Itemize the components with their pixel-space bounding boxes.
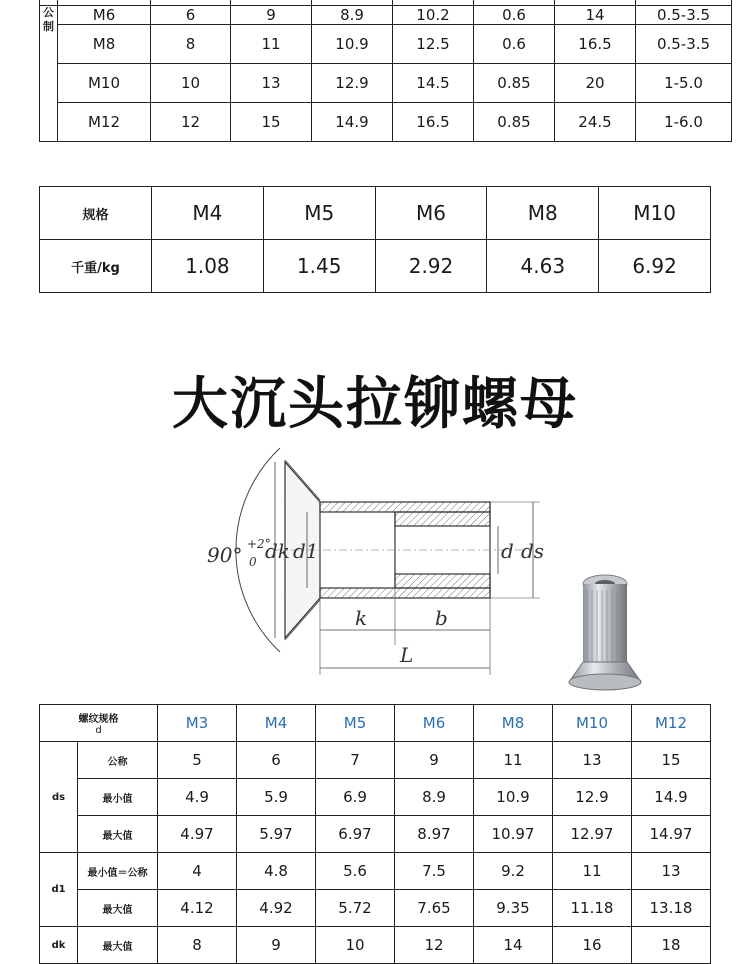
value-cell: 9.35 [474,890,553,927]
value-cell: 15 [231,103,312,142]
ds-label: ds [521,539,545,563]
value-cell: 1-5.0 [636,64,732,103]
value-cell: 8.97 [395,816,474,853]
size-header: M5 [316,705,395,742]
value-cell: 9 [395,742,474,779]
group-label: dk [40,927,78,964]
spec-cell: M12 [58,103,151,142]
value-cell: 5.6 [316,853,395,890]
value-cell: 0.6 [474,25,555,64]
value-cell: 11 [474,742,553,779]
weight-table [39,186,711,293]
value-cell: 14 [555,6,636,25]
value-cell: 18 [632,927,711,964]
value-cell: 4.9 [158,779,237,816]
row-label: 最小值＝公称 [78,853,158,890]
value-cell: 8 [151,25,231,64]
spec-cell: M6 [58,6,151,25]
spec-cell: M10 [599,187,711,240]
row-label: 千重/kg [40,240,152,293]
b-label: b [435,606,448,630]
table-row [40,705,711,742]
row-label: 最大值 [78,927,158,964]
value-cell: 4.12 [158,890,237,927]
table-row [40,890,711,927]
group-label: d1 [40,853,78,927]
header-label [40,705,158,742]
size-header: M6 [395,705,474,742]
table-row [40,779,711,816]
spec-cell: M4 [152,187,264,240]
value-cell: 16 [553,927,632,964]
value-cell: 10.2 [393,6,474,25]
header-label-line2: d [95,725,102,736]
angle-tol-upper: +2° [247,537,271,551]
value-cell: 0.6 [474,6,555,25]
value-cell: 10.97 [474,816,553,853]
table-row [40,6,732,25]
value-cell: 14.9 [312,103,393,142]
value-cell: 2.92 [375,240,487,293]
value-cell: 0.5-3.5 [636,25,732,64]
value-cell: 7.5 [395,853,474,890]
dk-label: dk [265,539,290,563]
value-cell: 11.18 [553,890,632,927]
spec-cell: M10 [58,64,151,103]
value-cell: 6.97 [316,816,395,853]
row-label: 最小值 [78,779,158,816]
value-cell: 6 [237,742,316,779]
value-cell: 14.9 [632,779,711,816]
value-cell: 5.97 [237,816,316,853]
spec-cell: M8 [58,25,151,64]
size-header: M3 [158,705,237,742]
value-cell: 0.85 [474,103,555,142]
value-cell: 14.97 [632,816,711,853]
page-title: 大沉头拉铆螺母 [172,372,578,437]
row-label: 最大值 [78,816,158,853]
row-label: 最大值 [78,890,158,927]
value-cell: 12.9 [312,64,393,103]
value-cell: 16.5 [393,103,474,142]
value-cell: 6.92 [599,240,711,293]
value-cell: 14 [474,927,553,964]
value-cell: 14.5 [393,64,474,103]
L-label: L [400,643,414,667]
value-cell: 13 [231,64,312,103]
value-cell: 12.5 [393,25,474,64]
value-cell: 24.5 [555,103,636,142]
value-cell: 8 [158,927,237,964]
value-cell: 9 [237,927,316,964]
value-cell: 1.45 [263,240,375,293]
product-photo [565,570,645,695]
value-cell: 10 [316,927,395,964]
k-label: k [355,606,368,630]
value-cell: 12 [395,927,474,964]
value-cell: 10 [151,64,231,103]
value-cell: 4.63 [487,240,599,293]
value-cell: 5.9 [237,779,316,816]
value-cell: 13 [632,853,711,890]
size-header: M10 [553,705,632,742]
size-header: M12 [632,705,711,742]
value-cell: 4.8 [237,853,316,890]
spec-table-top [39,0,732,142]
size-header: M8 [474,705,553,742]
value-cell: 11 [231,25,312,64]
value-cell: 6.9 [316,779,395,816]
value-cell: 13 [553,742,632,779]
value-cell: 1-6.0 [636,103,732,142]
value-cell: 8.9 [395,779,474,816]
spec-cell: M5 [263,187,375,240]
value-cell: 16.5 [555,25,636,64]
spec-cell: M8 [487,187,599,240]
spec-cell: M6 [375,187,487,240]
value-cell: 10.9 [474,779,553,816]
value-cell: 9 [231,6,312,25]
value-cell: 5.72 [316,890,395,927]
group-label: ds [40,742,78,853]
d-label: d [501,539,514,563]
value-cell: 4 [158,853,237,890]
angle-label: 90° [207,543,243,567]
value-cell: 12 [151,103,231,142]
value-cell: 6 [151,6,231,25]
value-cell: 13.18 [632,890,711,927]
value-cell: 7 [316,742,395,779]
d1-label: d1 [293,539,319,563]
row-label: 公称 [78,742,158,779]
angle-tol-lower: 0 [249,555,257,569]
table-row [40,240,711,293]
value-cell: 5 [158,742,237,779]
table-row [40,64,732,103]
value-cell: 20 [555,64,636,103]
value-cell: 15 [632,742,711,779]
value-cell: 7.65 [395,890,474,927]
value-cell: 11 [553,853,632,890]
table-row [40,187,711,240]
rivet-nut-drawing [195,440,555,680]
value-cell: 4.92 [237,890,316,927]
dimension-table [39,704,711,964]
value-cell: 8.9 [312,6,393,25]
table-row [40,103,732,142]
value-cell: 0.5-3.5 [636,6,732,25]
header-label-line1: 螺纹规格 [78,714,119,725]
table-row [40,927,711,964]
value-cell: 12.9 [553,779,632,816]
header-label: 规格 [40,187,152,240]
value-cell: 12.97 [553,816,632,853]
table-row [40,816,711,853]
side-label: 公 制 [40,6,58,142]
value-cell: 10.9 [312,25,393,64]
value-cell: 0.85 [474,64,555,103]
size-header: M4 [237,705,316,742]
table-row [40,742,711,779]
table-row [40,25,732,64]
table-row [40,853,711,890]
value-cell: 9.2 [474,853,553,890]
value-cell: 1.08 [152,240,264,293]
value-cell: 4.97 [158,816,237,853]
